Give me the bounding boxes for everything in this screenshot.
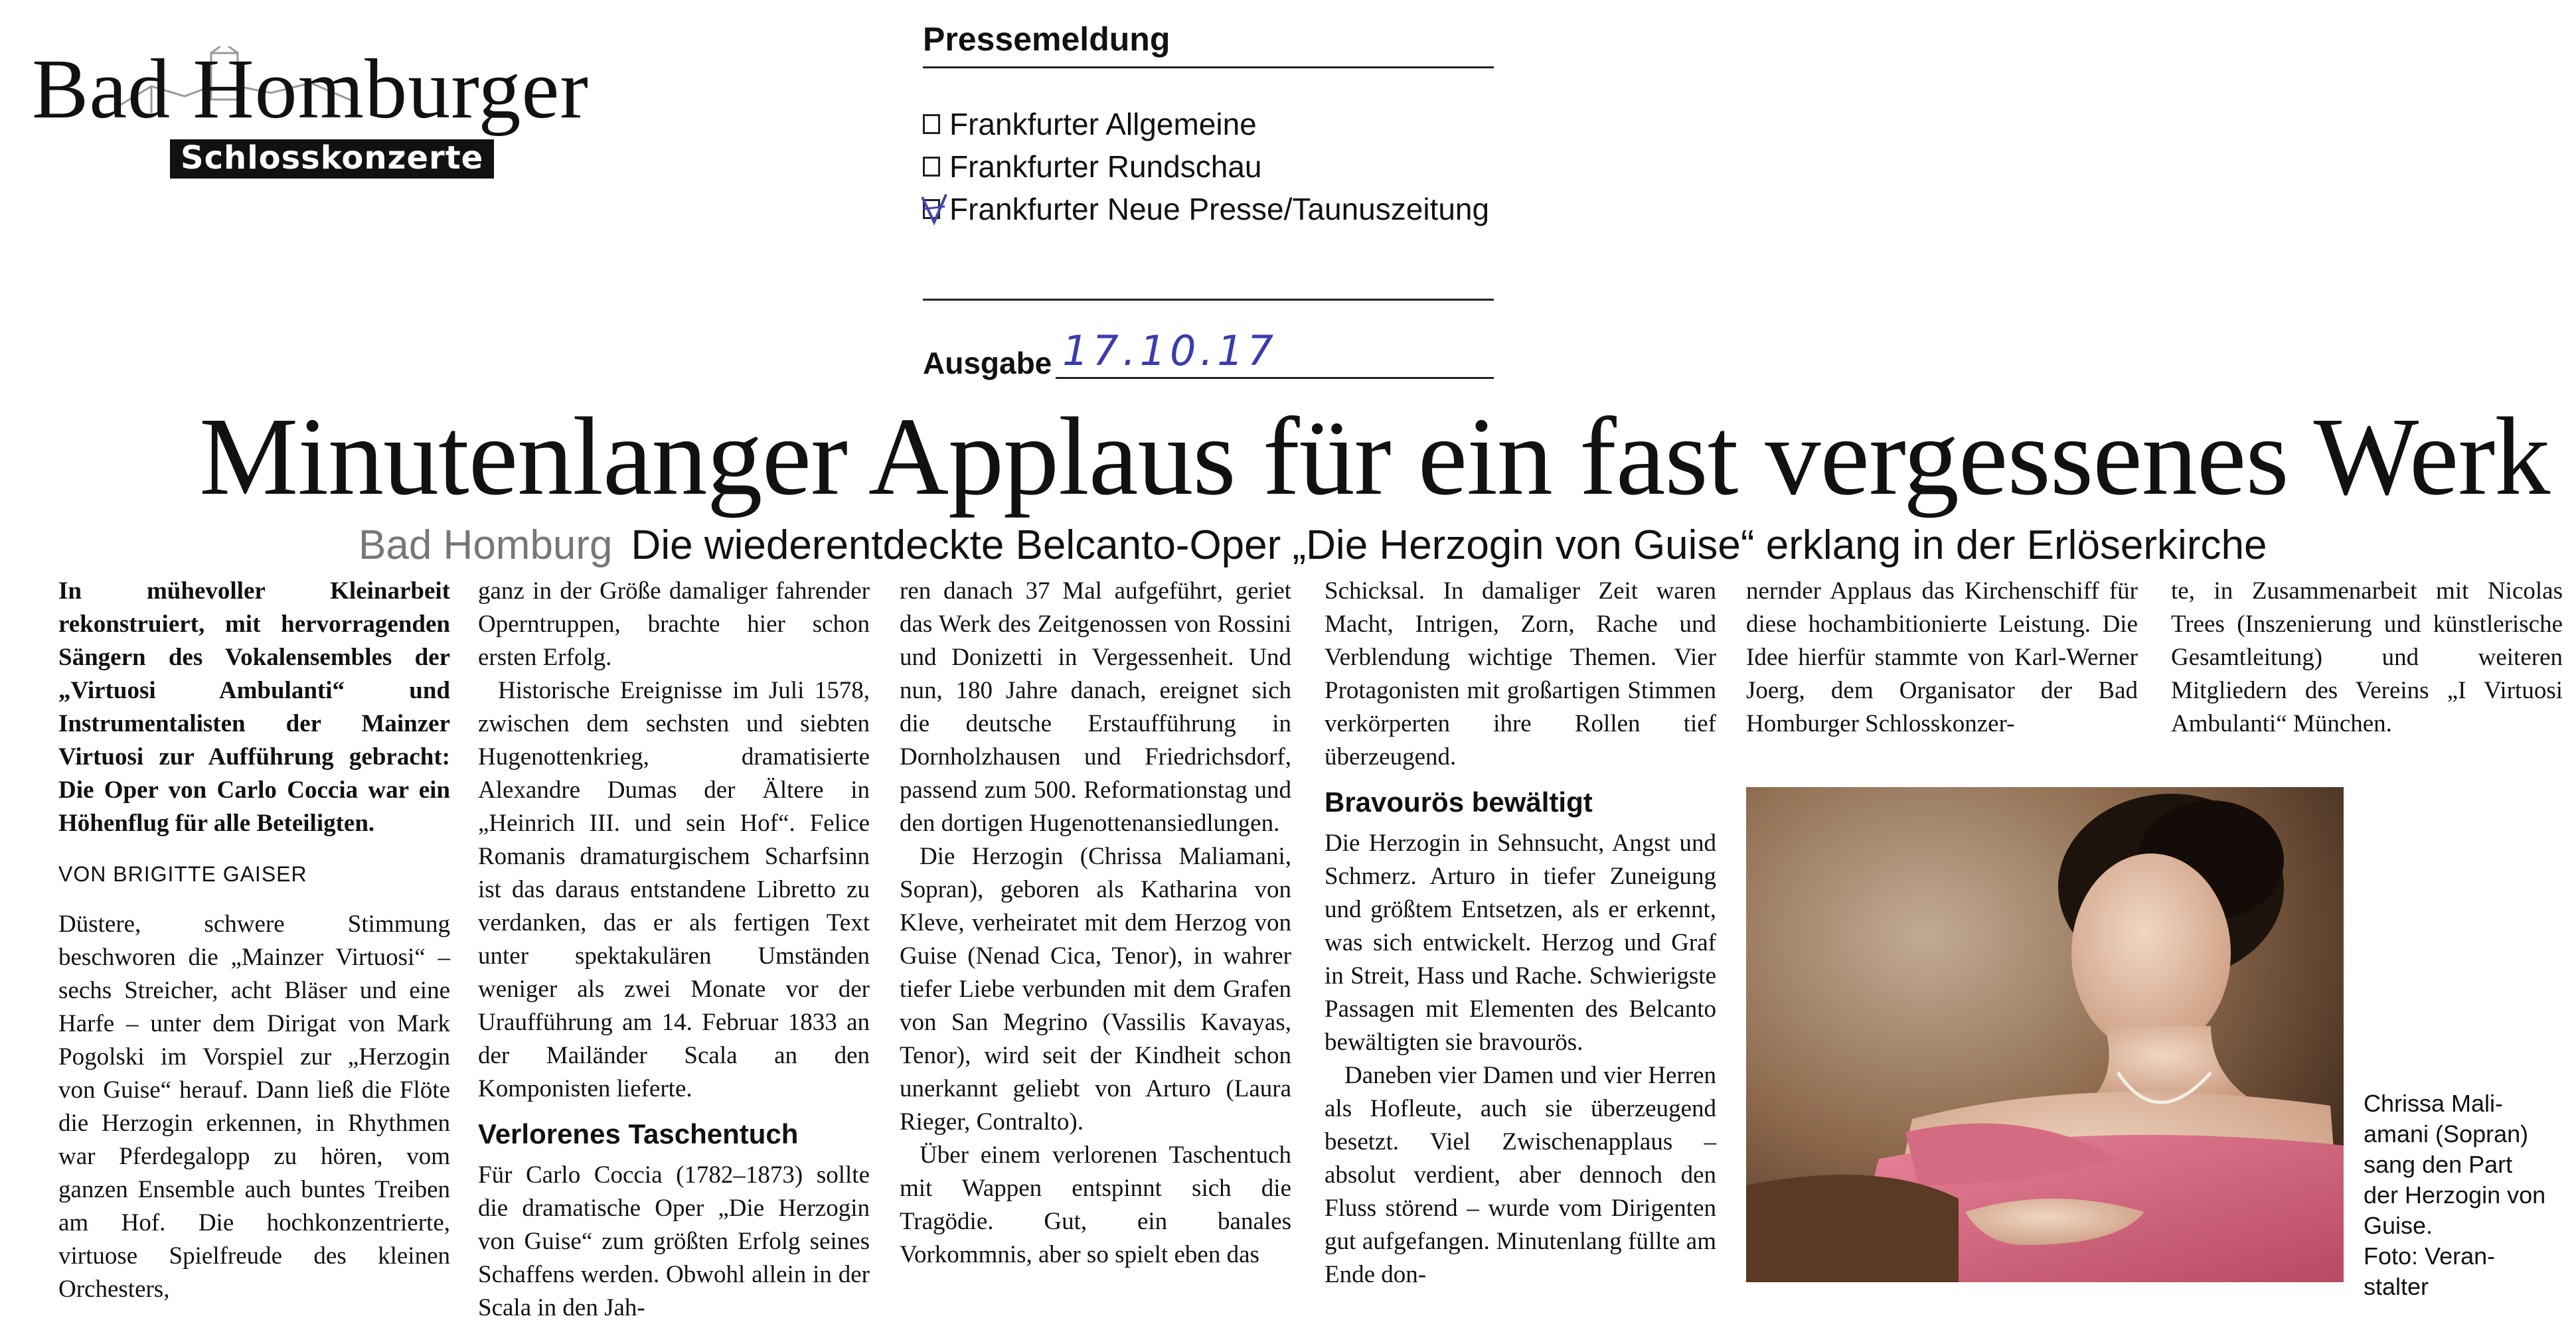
paragraph: Daneben vier Damen und vier Herren als Hofleute, auch sie überzeugend besetzt. Viel Zwischenapplaus – absolut verdient, aber dennoch den Fluss störend – wurde vom Dirigenten gut aufgefangen. Minutenlang füllte am Ende don- bbox=[1325, 1062, 1716, 1288]
article-lead: In mühevoller Kleinarbeit rekonstruiert, mit hervorragenden Sängern des Vokalensembles der „Virtuosi Ambulanti“ und Instrumentalisten der Mainzer Virtuosi zur Aufführung gebracht: Die Oper von Carlo Coccia war ein Höhenflug für alle Beteiligten. bbox=[58, 577, 450, 837]
article-column-5 bbox=[1746, 575, 2138, 741]
byline: VON BRIGITTE GAISER bbox=[58, 862, 307, 886]
logo-tagline: Schlosskonzerte bbox=[170, 139, 494, 179]
caption-line: Chrissa Mali- bbox=[2364, 1090, 2504, 1117]
handwritten-check-icon bbox=[920, 192, 949, 229]
press-option-faz bbox=[923, 106, 1257, 142]
option-label: Frankfurter Allgemeine bbox=[949, 107, 1257, 141]
article-column-2 bbox=[478, 575, 870, 1325]
paragraph: nernder Applaus das Kirchenschiff für diese hochambitionierte Leistung. Die Idee hierfür stammte von Karl-Werner Joerg, dem Organisator der Bad Homburger Schlosskonzer- bbox=[1746, 577, 2138, 737]
article-column-6 bbox=[2171, 575, 2563, 741]
article-headline: Minutenlanger Applaus für ein fast vergessenes Werk bbox=[199, 395, 2550, 518]
edition-label: Ausgabe bbox=[923, 346, 1052, 380]
checkbox-fnp bbox=[923, 199, 940, 219]
option-label: Frankfurter Neue Presse/Taunuszeitung bbox=[949, 192, 1490, 226]
portrait-illustration bbox=[1746, 787, 2344, 1282]
press-option-fr bbox=[923, 149, 1261, 185]
paragraph: te, in Zusammenarbeit mit Nicolas Trees (Inszenierung und künstlerische Gesamtleitung) und weiteren Mitgliedern des Vereins „I Virtuosi Ambulanti“ München. bbox=[2171, 577, 2563, 737]
paragraph: Düstere, schwere Stimmung beschworen die „Mainzer Virtuosi“ – sechs Streicher, acht Bläser und eine Harfe – unter dem Dirigat von Mark Pogolski im Vorspiel zur „Herzogin von Guise“ herauf. Dann ließ die Flöte die Herzogin erkennen, in Rhythmen war Pferdegalopp zu hören, vom ganzen Ensemble auch buntes Treiben am Hof. Die hochkonzentrierte, virtuose Spielfreude des kleinen Orchesters, bbox=[58, 911, 450, 1303]
caption-line: amani (Sopran) bbox=[2364, 1120, 2529, 1147]
section-heading: Verlorenes Taschentuch bbox=[478, 1118, 799, 1149]
dateline-place: Bad Homburg bbox=[359, 522, 613, 568]
paragraph: Die Herzogin in Sehnsucht, Angst und Schmerz. Arturo in tiefer Zuneigung und größtem Entsetzen, als er erkennt, was sich entwickelt. Herzog und Graf in Streit, Hass und Rache. Schwierigste Passagen mit Elementen des Belcanto bewältigten sie bravourös. bbox=[1325, 830, 1716, 1056]
press-release-title: Pressemeldung bbox=[923, 21, 1170, 58]
paragraph: Über einem verlorenen Taschentuch mit Wappen entspinnt sich die Tragödie. Gut, ein banales Vorkommnis, aber so spielt eben das bbox=[900, 1142, 1291, 1268]
edition-date-handwritten: 17.10.17 bbox=[1062, 327, 1278, 375]
title-underline bbox=[923, 66, 1494, 68]
section-heading: Bravourös bewältigt bbox=[1325, 786, 1593, 818]
paragraph: Die Herzogin (Chrissa Maliamani, Sopran), geboren als Katharina von Kleve, verheiratet mit dem Herzog von Guise (Nenad Cica, Tenor), in wahrer tiefer Liebe verbunden mit dem Grafen von San Megrino (Vassilis Kavayas, Tenor), wird seit der Kindheit schon unerkannt geliebt von Arturo (Laura Rieger, Contralto). bbox=[900, 843, 1291, 1136]
caption-line: sang den Part bbox=[2364, 1151, 2513, 1178]
checkbox-faz bbox=[923, 114, 940, 134]
paragraph: ren danach 37 Mal aufgeführt, geriet das Werk des Zeitgenossen von Rossini und Donizetti in Vergessenheit. Und nun, 180 Jahre danach, ereignet sich die deutsche Erstaufführung in Dornholzhausen und Friedrichsdorf, passend zum 500. Reformationstag und den dortigen Hugenottenansiedlungen. bbox=[900, 577, 1291, 837]
option-label: Frankfurter Rundschau bbox=[949, 149, 1262, 184]
paragraph: ganz in der Größe damaliger fahrender Operntruppen, brachte hier schon ersten Erfolg. bbox=[478, 577, 870, 671]
subheadline-text: Die wiederentdeckte Belcanto-Oper „Die Herzogin von Guise“ erklang in der Erlöserkirche bbox=[631, 522, 2267, 568]
article-column-3 bbox=[900, 575, 1291, 1272]
caption-line: Guise. bbox=[2364, 1212, 2433, 1239]
paragraph: Für Carlo Coccia (1782–1873) sollte die dramatische Oper „Die Herzogin von Guise“ zum größten Erfolg seines Schaffens werden. Obwohl allein in der Scala in den Jah- bbox=[478, 1161, 870, 1321]
checkbox-fr bbox=[923, 157, 940, 177]
logo-name: Bad Homburger bbox=[32, 42, 589, 136]
caption-line: Foto: Veran- bbox=[2364, 1242, 2496, 1270]
singer-portrait-photo bbox=[1746, 787, 2344, 1282]
article-column-1 bbox=[58, 575, 450, 1306]
caption-line: der Herzogin von bbox=[2364, 1181, 2546, 1209]
paragraph: Historische Ereignisse im Juli 1578, zwischen dem sechsten und siebten Hugenottenkrieg, dramatisierte Alexandre Dumas der Ältere in „Heinrich III. und sein Hof“. Felice Romanis dramaturgischem Scharfsinn ist das daraus entstandene Libretto zu verdanken, das er als fertigen Text unter spektakulären Umständen weniger als zwei Monate vor der Uraufführung am 14. Februar 1833 an der Mailänder Scala an den Komponisten lieferte. bbox=[478, 677, 870, 1102]
paragraph: Schicksal. In damaliger Zeit waren Macht, Intrigen, Zorn, Rache und Verblendung wichtige Themen. Vier Protagonisten mit großartigen Stimmen verkörperten ihre Rollen tief überzeugend. bbox=[1325, 577, 1716, 771]
press-option-fnp bbox=[923, 191, 1489, 227]
article-subheadline bbox=[359, 522, 2267, 569]
caption-line: stalter bbox=[2364, 1273, 2429, 1300]
press-release-form bbox=[923, 13, 1494, 392]
concert-series-logo bbox=[32, 42, 683, 192]
blank-line bbox=[923, 299, 1494, 301]
edition-line bbox=[1056, 377, 1494, 379]
article-column-4 bbox=[1325, 575, 1716, 1292]
photo-caption bbox=[2364, 1088, 2576, 1302]
